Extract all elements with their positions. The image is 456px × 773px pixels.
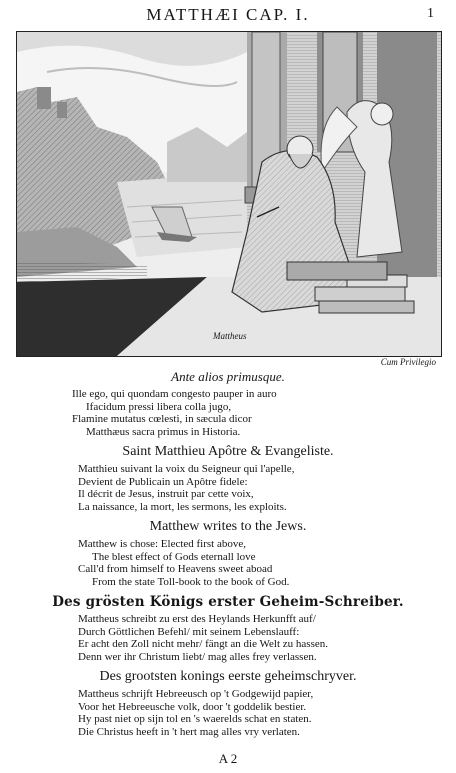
english-section	[0, 518, 456, 588]
latin-verse	[0, 388, 456, 438]
privilege-note: Cum Privilegio	[380, 357, 436, 367]
verse-line: From the state Toll-book to the book of God.	[92, 575, 290, 588]
page-header	[0, 5, 456, 27]
verse-line: Flamine mutatus cœlesti, in sæcula dicor	[72, 413, 252, 425]
verse-line: Mattheus schrijft Hebreeusch op 't Godgewijd papier,	[78, 688, 314, 700]
verse-line: Il décrit de Jesus, instruit par cette voix,	[78, 488, 254, 500]
french-title: Saint Matthieu Apôtre & Evangeliste.	[122, 444, 334, 459]
engraving-illustration	[17, 32, 441, 356]
german-title: Des grösten Königs erster Geheim-Schreiber.	[52, 594, 404, 610]
dutch-section	[0, 668, 456, 738]
dutch-title: Des grootsten konings eerste geheimschryver.	[99, 669, 357, 684]
verse-line: Die Christus heeft in 't hert mag alles vry verlaten.	[78, 725, 300, 738]
plate-caption: Mattheus	[213, 331, 247, 341]
german-verse	[0, 613, 456, 663]
verse-line: Denn wer ihr Christum liebt/ mag alles frey verlassen.	[78, 650, 317, 663]
verse-line: Durch Göttlichen Befehl/ mit seinem Lebenslauff:	[78, 625, 300, 638]
page-number: 1	[427, 6, 434, 21]
german-section	[0, 593, 456, 663]
verse-line: Ifacidum pressi libera colla jugo,	[86, 400, 232, 413]
verse-line: Hy past niet op sijn tol en 's waerelds schat en staten.	[78, 713, 312, 725]
dutch-verse	[0, 688, 456, 738]
latin-section	[0, 368, 456, 438]
latin-title: Ante alios primusque.	[171, 369, 285, 384]
running-head: MATTHÆI CAP. I.	[146, 5, 310, 24]
verse-line: La naissance, la mort, les sermons, les exploits.	[78, 500, 287, 513]
catchword: A 2	[218, 751, 238, 766]
english-verse	[0, 538, 456, 588]
verse-line: Mattheus schreibt zu erst des Heylands Herkunfft auf/	[78, 613, 316, 625]
verse-line: Ille ego, qui quondam congesto pauper in auro	[72, 388, 277, 400]
verse-line: Matthew is chose: Elected first above,	[78, 538, 247, 550]
verse-line: Call'd from himself to Heavens sweet aboad	[78, 563, 273, 575]
english-title: Matthew writes to the Jews.	[149, 519, 307, 534]
verse-line: Voor het Hebreeusche volk, door 't goddelik bestier.	[78, 700, 307, 713]
french-section	[0, 443, 456, 513]
verse-line: Devient de Publicain un Apôtre fidele:	[78, 475, 248, 488]
verse-line: Matthieu suivant la voix du Seigneur qui l'apelle,	[78, 463, 295, 475]
verse-line: Matthæus sacra primus in Historia.	[86, 425, 241, 438]
verse-sections	[0, 368, 456, 743]
verse-line: Er acht den Zoll nicht mehr/ fängt an die Welt zu hassen.	[78, 638, 328, 650]
french-verse	[0, 463, 456, 513]
engraving-plate	[16, 31, 442, 357]
verse-line: The blest effect of Gods eternall love	[92, 550, 256, 563]
